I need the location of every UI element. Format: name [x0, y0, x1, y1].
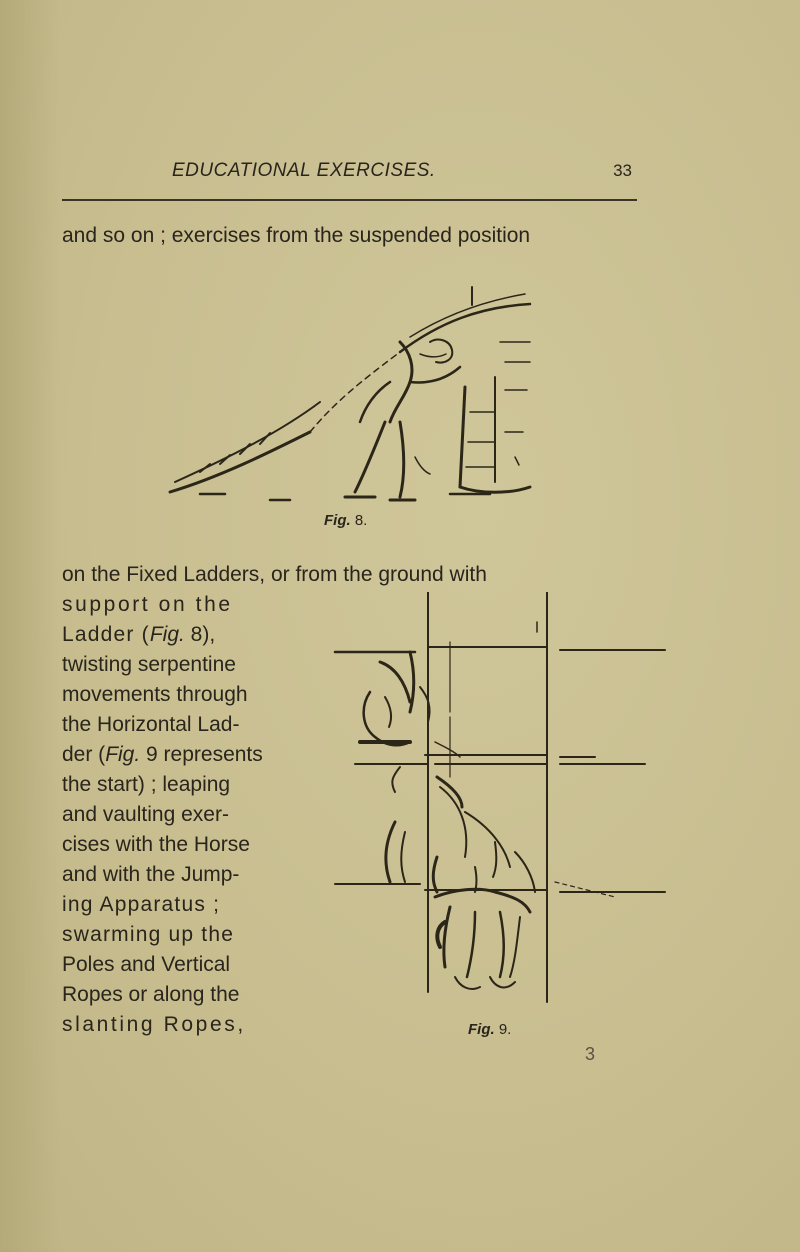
column-line-9: cises with the Horse: [62, 833, 250, 856]
figure-8-caption-number: 8.: [354, 512, 368, 529]
column-line-6-fig: Fig.: [105, 743, 141, 766]
signature-mark: 3: [585, 1044, 596, 1064]
figure-9-caption-label: Fig.: [468, 1021, 495, 1038]
column-line-2-fig: Fig.: [149, 623, 185, 646]
page-number: 33: [613, 161, 632, 180]
column-line-12: swarming up the: [62, 923, 235, 946]
column-line-8: and vaulting exer-: [62, 803, 229, 826]
page-header: [172, 160, 632, 190]
column-line-15: slanting Ropes,: [62, 1013, 246, 1036]
column-line-6-a: der (: [62, 743, 106, 766]
running-title: EDUCATIONAL EXERCISES.: [172, 160, 436, 181]
figure-9-caption: [468, 1021, 511, 1038]
figure-8-caption: [324, 512, 367, 529]
column-line-11: ing Apparatus ;: [62, 893, 221, 916]
column-line-1: support on the: [62, 593, 233, 616]
column-line-2: [62, 620, 264, 650]
column-line-2-b: 8),: [184, 623, 216, 646]
column-line-6-b: 9 represents: [140, 743, 263, 766]
column-line-13: Poles and Vertical: [62, 953, 231, 976]
column-line-10: and with the Jump-: [62, 863, 240, 886]
column-line-3: twisting serpentine: [62, 653, 236, 676]
figure-9-caption-number: 9.: [498, 1021, 512, 1038]
column-line-2-a: Ladder (: [62, 623, 150, 646]
column-line-7: the start) ; leaping: [62, 773, 231, 796]
figure-9-illustration: [325, 592, 670, 1022]
figure-8-caption-label: Fig.: [324, 512, 351, 529]
column-line-14: Ropes or along the: [62, 983, 240, 1006]
figure-8-illustration: [160, 282, 540, 507]
header-rule: [62, 199, 637, 201]
column-line-5: the Horizontal Lad-: [62, 713, 240, 736]
column-line-4: movements through: [62, 683, 248, 706]
text-line-2: on the Fixed Ladders, or from the ground with: [62, 563, 487, 586]
text-line-1: and so on ; exercises from the suspended position: [62, 224, 531, 247]
column-line-6: [62, 740, 264, 770]
